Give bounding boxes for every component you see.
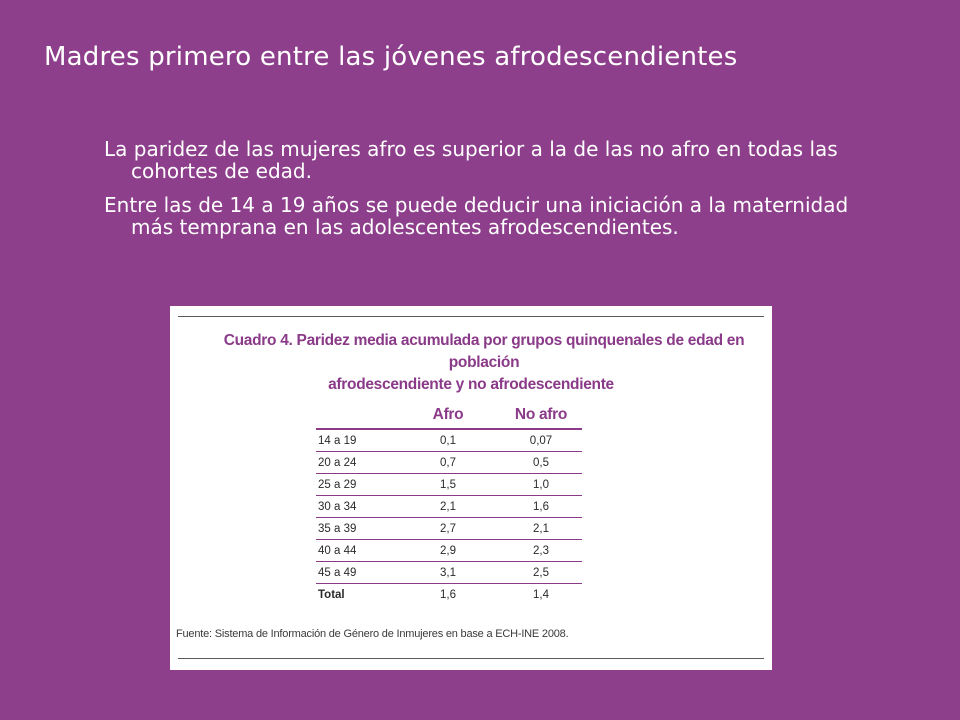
table-title-line-1: Cuadro 4. Paridez media acumulada por grupos quinquenales de edad en población — [223, 332, 745, 371]
header-afro: Afro — [396, 402, 500, 429]
table-row — [316, 452, 582, 474]
cell-no-afro: 0,5 — [500, 452, 582, 474]
cell-afro: 2,9 — [396, 540, 500, 562]
table-title-line-2: afrodescendiente y no afrodescendiente — [328, 376, 614, 393]
slide-title: Madres primero entre las jóvenes afrodescendientes — [44, 42, 738, 72]
row-label: 30 a 34 — [316, 496, 396, 518]
cell-afro: 0,1 — [396, 429, 500, 452]
header-group — [316, 402, 396, 429]
cell-afro: 1,5 — [396, 474, 500, 496]
table-row — [316, 474, 582, 496]
row-label: 35 a 39 — [316, 518, 396, 540]
table-total-row — [316, 584, 582, 606]
table-row — [316, 562, 582, 584]
row-label: 40 a 44 — [316, 540, 396, 562]
table-row — [316, 518, 582, 540]
bullet-item: Entre las de 14 a 19 años se puede deducir una iniciación a la maternidad más temprana en las adolescentes afrodescendientes. — [104, 193, 849, 239]
cell-afro: 2,1 — [396, 496, 500, 518]
cell-no-afro: 1,4 — [533, 588, 549, 601]
top-rule — [178, 316, 764, 317]
bullet-list — [104, 138, 864, 250]
row-label: 25 a 29 — [316, 474, 396, 496]
parity-table — [316, 402, 582, 605]
row-label: Total — [318, 588, 345, 601]
table-figure — [170, 306, 772, 670]
cell-no-afro: 2,5 — [500, 562, 582, 584]
cell-afro: 3,1 — [396, 562, 500, 584]
table-header-row — [316, 402, 582, 429]
bottom-rule — [178, 658, 764, 659]
table-row — [316, 429, 582, 452]
cell-afro: 1,6 — [440, 588, 456, 601]
cell-no-afro: 1,6 — [500, 496, 582, 518]
cell-no-afro: 2,3 — [500, 540, 582, 562]
cell-no-afro: 0,07 — [500, 429, 582, 452]
cell-no-afro: 1,0 — [500, 474, 582, 496]
bullet-item: La paridez de las mujeres afro es superior a la de las no afro en todas las cohortes de edad. — [104, 137, 838, 183]
row-label: 14 a 19 — [316, 429, 396, 452]
header-no-afro: No afro — [500, 402, 582, 429]
row-label: 45 a 49 — [316, 562, 396, 584]
cell-afro: 2,7 — [396, 518, 500, 540]
cell-no-afro: 2,1 — [500, 518, 582, 540]
table-row — [316, 496, 582, 518]
table-row — [316, 540, 582, 562]
cell-afro: 0,7 — [396, 452, 500, 474]
row-label: 20 a 24 — [316, 452, 396, 474]
table-title — [170, 330, 772, 396]
table-source: Fuente: Sistema de Información de Género de Inmujeres en base a ECH-INE 2008. — [176, 628, 569, 640]
